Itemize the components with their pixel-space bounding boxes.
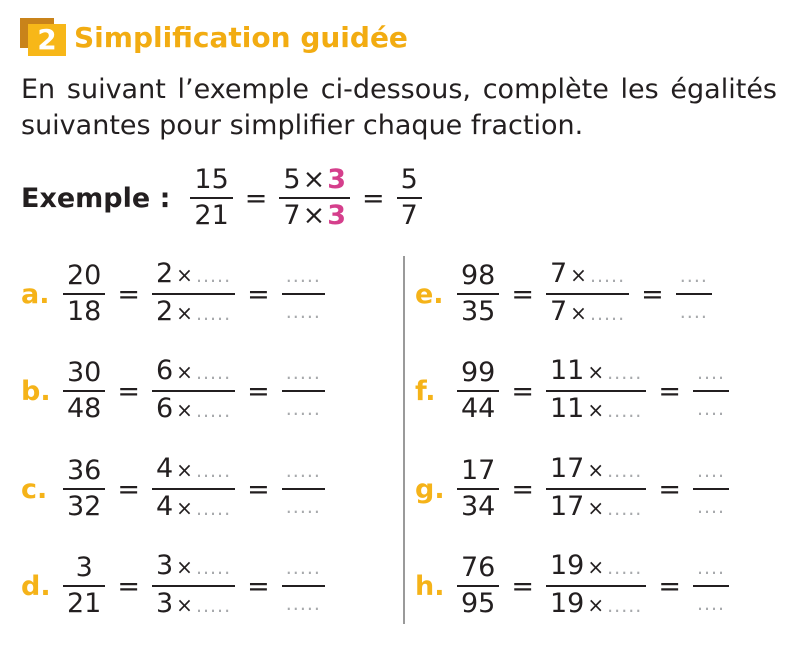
fraction-denominator: 21 xyxy=(194,200,229,231)
equals-sign: = xyxy=(247,570,270,602)
denominator-blank[interactable]: ..... xyxy=(607,498,643,520)
common-factor: 3 xyxy=(327,200,346,231)
denominator-blank[interactable]: ..... xyxy=(195,595,232,617)
times-sign: × xyxy=(587,496,605,520)
exercise-number: 2 xyxy=(28,24,66,56)
times-sign: × xyxy=(302,164,326,195)
equals-sign: = xyxy=(362,182,385,214)
fraction-numerator: 5 xyxy=(400,164,418,195)
factored-fraction xyxy=(546,354,646,428)
result-numerator-blank[interactable]: ..... xyxy=(285,460,321,482)
numerator-base: 2 xyxy=(155,258,174,289)
result-denominator-blank[interactable]: .... xyxy=(679,301,708,323)
exercise-row xyxy=(21,353,325,429)
exercise-letter: g. xyxy=(415,473,445,505)
equals-sign: = xyxy=(511,473,534,505)
fraction-denominator xyxy=(152,392,235,428)
times-sign: × xyxy=(587,458,605,482)
exercise-row xyxy=(415,451,729,527)
fraction-numerator: 20 xyxy=(67,260,102,291)
result-numerator-blank[interactable]: .... xyxy=(696,460,726,482)
fraction-denominator xyxy=(546,490,646,526)
times-sign: × xyxy=(176,458,193,482)
exercise-row xyxy=(21,256,325,332)
numerator-base: 3 xyxy=(155,550,174,581)
example-line xyxy=(21,160,422,236)
equals-sign: = xyxy=(658,375,681,407)
factored-fraction xyxy=(152,549,235,623)
fraction-numerator: 15 xyxy=(194,164,229,195)
denominator-blank[interactable]: ..... xyxy=(195,498,232,520)
fraction-numerator xyxy=(152,257,235,293)
numerator-blank[interactable]: ..... xyxy=(607,557,643,579)
fraction-numerator xyxy=(546,549,646,585)
result-denominator-blank[interactable]: ..... xyxy=(285,398,321,420)
numerator-base: 6 xyxy=(155,355,174,386)
numerator-blank[interactable]: ..... xyxy=(607,362,643,384)
numerator-blank[interactable]: ..... xyxy=(195,265,232,287)
factored-fraction xyxy=(546,452,646,526)
factored-fraction xyxy=(546,257,629,331)
times-sign: × xyxy=(176,496,193,520)
exercise-header xyxy=(20,18,408,58)
original-fraction xyxy=(63,356,105,426)
denominator-blank[interactable]: ..... xyxy=(589,303,626,325)
times-sign: × xyxy=(176,360,193,384)
result-fraction xyxy=(282,259,325,329)
equals-sign: = xyxy=(117,570,140,602)
result-numerator-blank[interactable]: ..... xyxy=(285,265,321,287)
equals-sign: = xyxy=(247,278,270,310)
factored-fraction xyxy=(546,549,646,623)
equals-sign: = xyxy=(117,375,140,407)
result-numerator-blank[interactable]: .... xyxy=(696,362,726,384)
equals-sign: = xyxy=(511,278,534,310)
fraction-numerator: 98 xyxy=(461,260,496,291)
denominator-base: 7 xyxy=(283,200,301,231)
result-numerator-blank[interactable]: ..... xyxy=(285,362,321,384)
equals-sign: = xyxy=(244,182,268,214)
exercise-letter: c. xyxy=(21,473,48,505)
fraction-numerator xyxy=(152,354,235,390)
exercise-letter: d. xyxy=(21,570,51,602)
fraction-numerator: 99 xyxy=(461,357,496,388)
denominator-base: 6 xyxy=(155,393,174,424)
result-fraction xyxy=(282,454,325,524)
times-sign: × xyxy=(176,593,193,617)
equals-sign: = xyxy=(658,473,681,505)
result-denominator-blank[interactable]: .... xyxy=(696,593,726,615)
result-denominator-blank[interactable]: .... xyxy=(696,496,726,518)
fraction-denominator: 35 xyxy=(461,296,496,327)
factored-fraction xyxy=(152,354,235,428)
column-divider xyxy=(403,256,405,624)
result-fraction xyxy=(693,454,729,524)
exercise-letter: b. xyxy=(21,375,51,407)
equals-sign: = xyxy=(117,278,140,310)
exercise-row xyxy=(415,256,712,332)
result-numerator-blank[interactable]: .... xyxy=(696,557,726,579)
numerator-base: 17 xyxy=(549,453,585,484)
fraction-numerator xyxy=(152,452,235,488)
fraction-denominator xyxy=(152,295,235,331)
fraction-numerator xyxy=(546,354,646,390)
fraction-denominator: 44 xyxy=(461,393,496,424)
equals-sign: = xyxy=(247,375,270,407)
original-fraction xyxy=(63,259,105,329)
times-sign: × xyxy=(587,360,605,384)
exercise-letter: a. xyxy=(21,278,50,310)
exercise-letter: f. xyxy=(415,375,436,407)
fraction-denominator: 34 xyxy=(461,491,496,522)
equals-sign: = xyxy=(511,570,534,602)
numerator-base: 7 xyxy=(549,258,568,289)
times-sign: × xyxy=(570,263,587,287)
numerator-blank[interactable]: ..... xyxy=(195,460,232,482)
fraction-numerator xyxy=(546,257,629,293)
fraction-denominator: 7 xyxy=(400,200,418,231)
example-factored-fraction xyxy=(279,163,350,233)
result-denominator-blank[interactable]: ..... xyxy=(285,301,321,323)
fraction-denominator: 32 xyxy=(67,491,102,522)
exercise-title: Simplification guidée xyxy=(74,21,408,54)
times-sign: × xyxy=(176,301,193,325)
times-sign: × xyxy=(570,301,587,325)
result-fraction xyxy=(282,356,325,426)
example-fraction xyxy=(190,163,232,233)
original-fraction xyxy=(63,454,105,524)
fraction-numerator: 3 xyxy=(75,552,93,583)
fraction-numerator xyxy=(152,549,235,585)
result-fraction xyxy=(282,551,325,621)
instruction-text: En suivant l’exemple ci-dessous, complète les égalités suivantes pour simplifier chaque fraction. xyxy=(21,74,777,141)
original-fraction xyxy=(457,551,499,621)
fraction-numerator xyxy=(279,163,350,197)
exercise-row xyxy=(415,548,729,624)
result-numerator-blank[interactable]: .... xyxy=(679,265,708,287)
fraction-numerator: 36 xyxy=(67,455,102,486)
denominator-base: 7 xyxy=(549,296,568,327)
fraction-numerator: 30 xyxy=(67,357,102,388)
example-result-fraction xyxy=(397,163,422,233)
result-denominator-blank[interactable]: ..... xyxy=(285,593,321,615)
equals-sign: = xyxy=(641,278,664,310)
result-numerator-blank[interactable]: ..... xyxy=(285,557,321,579)
fraction-denominator xyxy=(152,587,235,623)
denominator-blank[interactable]: ..... xyxy=(195,400,232,422)
factored-fraction xyxy=(152,452,235,526)
numerator-base: 11 xyxy=(549,355,585,386)
times-sign: × xyxy=(176,398,193,422)
original-fraction xyxy=(457,259,499,329)
fraction-numerator: 17 xyxy=(461,455,496,486)
numerator-base: 19 xyxy=(549,550,585,581)
common-factor: 3 xyxy=(327,164,346,195)
denominator-blank[interactable]: ..... xyxy=(607,595,643,617)
times-sign: × xyxy=(176,263,193,287)
times-sign: × xyxy=(587,593,605,617)
exercise-row xyxy=(415,353,729,429)
fraction-numerator xyxy=(546,452,646,488)
denominator-blank[interactable]: ..... xyxy=(195,303,232,325)
fraction-denominator: 18 xyxy=(67,296,102,327)
fraction-denominator xyxy=(546,587,646,623)
result-fraction xyxy=(676,259,712,329)
fraction-denominator: 95 xyxy=(461,588,496,619)
denominator-base: 17 xyxy=(549,491,585,522)
times-sign: × xyxy=(587,398,605,422)
example-label: Exemple : xyxy=(21,182,171,214)
factored-fraction xyxy=(152,257,235,331)
numerator-blank[interactable]: ..... xyxy=(195,557,232,579)
fraction-denominator xyxy=(152,490,235,526)
exercise-row xyxy=(21,548,325,624)
denominator-blank[interactable]: ..... xyxy=(607,400,643,422)
denominator-base: 19 xyxy=(549,588,585,619)
numerator-blank[interactable]: ..... xyxy=(195,362,232,384)
equals-sign: = xyxy=(117,473,140,505)
denominator-base: 3 xyxy=(155,588,174,619)
result-fraction xyxy=(693,551,729,621)
original-fraction xyxy=(457,454,499,524)
numerator-blank[interactable]: ..... xyxy=(589,265,626,287)
times-sign: × xyxy=(302,200,326,231)
denominator-base: 2 xyxy=(155,296,174,327)
equals-sign: = xyxy=(247,473,270,505)
times-sign: × xyxy=(587,555,605,579)
denominator-base: 11 xyxy=(549,393,585,424)
denominator-base: 4 xyxy=(155,491,174,522)
equals-sign: = xyxy=(658,570,681,602)
fraction-numerator: 76 xyxy=(461,552,496,583)
original-fraction xyxy=(457,356,499,426)
result-denominator-blank[interactable]: ..... xyxy=(285,496,321,518)
exercise-row xyxy=(21,451,325,527)
fraction-denominator: 48 xyxy=(67,393,102,424)
fraction-denominator xyxy=(279,199,350,233)
numerator-base: 4 xyxy=(155,453,174,484)
fraction-denominator xyxy=(546,295,629,331)
result-fraction xyxy=(693,356,729,426)
exercise-number-badge xyxy=(20,18,68,58)
equals-sign: = xyxy=(511,375,534,407)
exercise-letter: e. xyxy=(415,278,444,310)
fraction-denominator: 21 xyxy=(67,588,102,619)
numerator-blank[interactable]: ..... xyxy=(607,460,643,482)
fraction-denominator xyxy=(546,392,646,428)
result-denominator-blank[interactable]: .... xyxy=(696,398,726,420)
numerator-base: 5 xyxy=(283,164,301,195)
exercise-letter: h. xyxy=(415,570,445,602)
original-fraction xyxy=(63,551,105,621)
times-sign: × xyxy=(176,555,193,579)
